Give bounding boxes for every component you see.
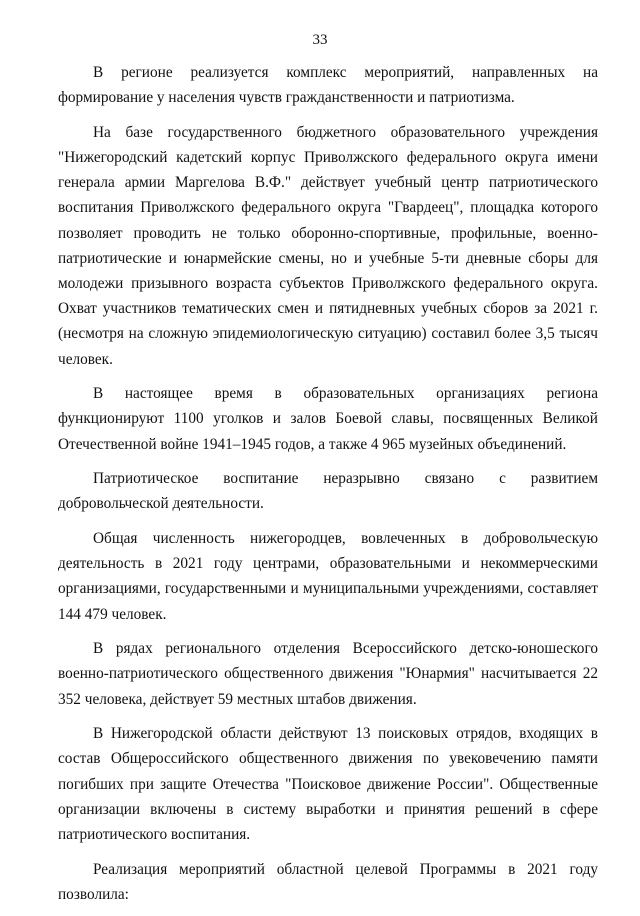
paragraph-volunteer-count: Общая численность нижегородцев, вовлеченных в добровольческую деятельность в 2021 году центрами, образовательными и некоммерческими организациями, государственными и муниципальными учреждениями, составляет 144 479 человек.: [58, 530, 598, 623]
paragraph-military-glory-rooms: В настоящее время в образовательных организациях региона функционируют 1100 уголков и залов Боевой славы, посвященных Великой Отечественной войне 1941–1945 годов, а также 4 965 музейных объединений.: [58, 385, 598, 453]
paragraph-search-teams: В Нижегородской области действуют 13 поисковых отрядов, входящих в состав Общероссийского общественного движения по увековечению памяти погибших при защите Отечества "Поисковое движение России". Общественные организации включены в систему выработки и принятия решений в сфере патриотического воспитания.: [58, 725, 598, 844]
paragraph-yunarmiya: В рядах регионального отделения Всероссийского детско-юношеского военно-патриотического общественного движения "Юнармия" насчитывается 22 352 человека, действует 59 местных штабов движения.: [58, 640, 598, 708]
paragraph-volunteering-link: Патриотическое воспитание неразрывно связано с развитием добровольческой деятельности.: [58, 470, 598, 513]
document-body: [58, 60, 598, 916]
paragraph-patriotism-complex: В регионе реализуется комплекс мероприятий, направленных на формирование у населения чувств гражданственности и патриотизма.: [58, 64, 598, 107]
paragraph-gvardeets-center: На базе государственного бюджетного образовательного учреждения "Нижегородский кадетский корпус Приволжского федерального округа имени генерала армии Маргелова В.Ф." действует учебный центр патриотического воспитания Приволжского федерального округа "Гвардеец", площадка которого позволяет проводить не только оборонно-спортивные, профильные, военно-патриотические и юнармейские смены, но и учебные 5-ти дневные сборы для молодежи призывного возраста субъектов Приволжского федерального округа. Охват участников тематических смен и пятидневных учебных сборов за 2021 г. (несмотря на сложную эпидемиологическую ситуацию) составил более 3,5 тысяч человек.: [58, 123, 598, 368]
paragraph-program-results: Реализация мероприятий областной целевой Программы в 2021 году позволила:: [58, 860, 598, 903]
page-number: 33: [312, 32, 328, 48]
